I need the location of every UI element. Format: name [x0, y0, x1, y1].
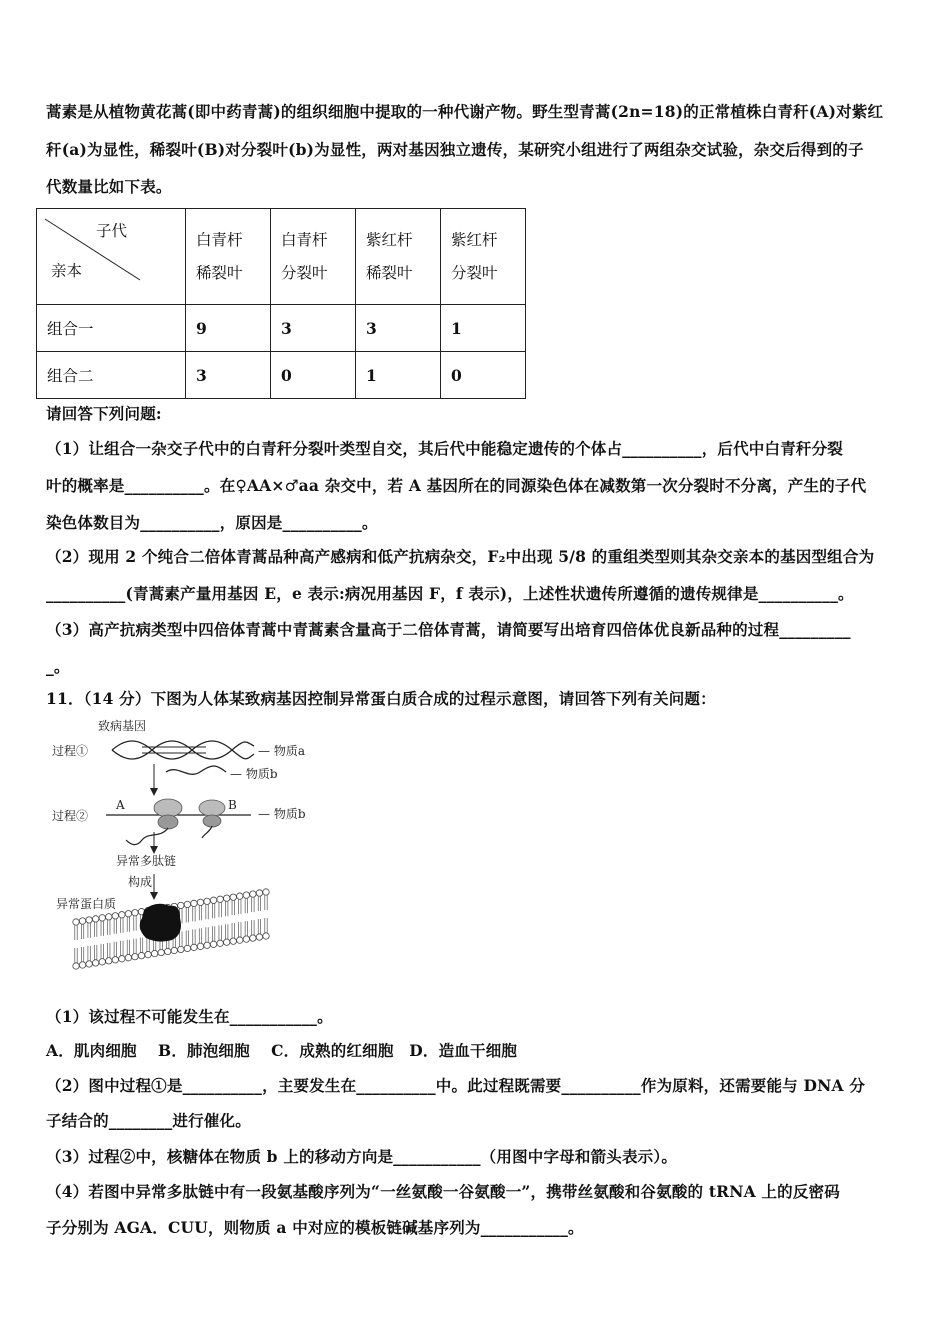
substance-b2-label: — 物质b — [258, 807, 306, 821]
table-header: 紫红杆 稀裂叶 — [356, 209, 441, 305]
lipid-head — [223, 895, 229, 901]
lipid-head — [151, 950, 157, 956]
ribosome-icon — [154, 799, 182, 829]
lipid-head — [197, 899, 203, 905]
intro-line-2: 秆(a)为显性，稀裂叶(B)对分裂叶(b)为显性，两对基因独立遗传，某研究小组进行了两组杂交试验，杂交后得到的子 — [46, 140, 864, 159]
down-arrow-icon — [150, 846, 158, 854]
lipid-head — [250, 935, 256, 941]
label-A: A — [116, 798, 125, 812]
lipid-head — [263, 933, 269, 939]
lipid-head — [112, 913, 118, 919]
mrna-strand — [166, 766, 226, 774]
lipid-head — [230, 938, 236, 944]
lipid-head — [145, 951, 151, 957]
lipid-head — [86, 961, 92, 967]
table-cell: 0 — [271, 352, 356, 399]
cross-result-table — [36, 208, 526, 399]
lipid-head — [250, 891, 256, 897]
lipid-head — [217, 896, 223, 902]
protein-label: 异常蛋白质 — [56, 897, 117, 911]
lipid-head — [263, 889, 269, 895]
lipid-head — [243, 936, 249, 942]
q11-line: （1）该过程不可能发生在___________。 — [46, 1007, 333, 1026]
table-row — [37, 305, 526, 352]
q11-line: （3）过程②中，核糖体在物质 b 上的移动方向是___________（用图中字母和箭头表示）。 — [46, 1147, 678, 1166]
q11-line: （2）图中过程①是__________，主要发生在__________中。此过程既需要__________作为原料，还需要能与 DNA 分 — [46, 1076, 866, 1095]
corner-offspring-label: 子代 — [95, 222, 127, 240]
q11-line: 子分别为 AGA．CUU，则物质 a 中对应的模板链碱基序列为___________。 — [46, 1218, 584, 1237]
peptide-label: 异常多肽链 — [116, 854, 177, 868]
constitute-label: 构成 — [128, 875, 153, 889]
table-cell: 1 — [441, 305, 526, 352]
lipid-head — [158, 949, 164, 955]
lipid-head — [119, 912, 125, 918]
table-row — [37, 352, 526, 399]
q10-line: （1）让组合一杂交子代中的白青秆分裂叶类型自交，其后代中能稳定遗传的个体占__________，后代中白青秆分裂 — [46, 439, 843, 458]
abnormal-protein-icon — [140, 904, 181, 942]
table-header: 白青杆 分裂叶 — [271, 209, 356, 305]
lipid-head — [73, 919, 79, 925]
q11-line: （4）若图中异常多肽链中有一段氨基酸序列为“一丝氨酸一谷氨酸一”，携带丝氨酸和谷氨酸的 tRNA 上的反密码 — [46, 1182, 840, 1201]
intro-line-1: 蒿素是从植物黄花蒿(即中药青蒿)的组织细胞中提取的一种代谢产物。野生型青蒿(2n=18)的正常植株白青秆(A)对紫红 — [46, 102, 884, 121]
row-label: 组合一 — [37, 305, 186, 352]
lipid-head — [132, 953, 138, 959]
process1-label: 过程① — [52, 744, 89, 758]
lipid-head — [92, 916, 98, 922]
q10-line: _。 — [46, 657, 70, 676]
q11-title: 11．（14 分）下图为人体某致病基因控制异常蛋白质合成的过程示意图，请回答下列有关问题： — [46, 689, 716, 708]
lipid-head — [106, 914, 112, 920]
q11-line: A．肌肉细胞 B．肺泡细胞 C．成熟的红细胞 D．造血干细胞 — [46, 1041, 518, 1060]
lipid-head — [79, 962, 85, 968]
intro-line-3: 代数量比如下表。 — [46, 177, 172, 196]
substance-b-label: — 物质b — [230, 767, 278, 781]
table-cell: 3 — [186, 352, 271, 399]
lipid-head — [178, 946, 184, 952]
table-cell: 0 — [441, 352, 526, 399]
table-header: 紫红杆 分裂叶 — [441, 209, 526, 305]
row-label: 组合二 — [37, 352, 186, 399]
lipid-head — [106, 958, 112, 964]
lipid-head — [204, 942, 210, 948]
lipid-head — [132, 909, 138, 915]
lipid-head — [92, 960, 98, 966]
lipid-head — [184, 945, 190, 951]
table-cell: 3 — [271, 305, 356, 352]
lipid-head — [256, 934, 262, 940]
lipid-head — [243, 892, 249, 898]
q10-line: （3）高产抗病类型中四倍体青蒿中青蒿素含量高于二倍体青蒿，请简要写出培育四倍体优良新品种的过程_________ — [46, 620, 851, 639]
lipid-head — [165, 948, 171, 954]
lipid-head — [223, 939, 229, 945]
q11-line: 子结合的________进行催化。 — [46, 1111, 251, 1130]
table-cell: 3 — [356, 305, 441, 352]
lipid-head — [237, 893, 243, 899]
lipid-head — [99, 959, 105, 965]
lipid-head — [171, 947, 177, 953]
lipid-head — [99, 915, 105, 921]
lipid-head — [79, 918, 85, 924]
substance-a-label: — 物质a — [258, 744, 305, 758]
lipid-head — [204, 898, 210, 904]
lipid-head — [197, 943, 203, 949]
down-arrow-icon — [150, 788, 158, 796]
table-cell: 9 — [186, 305, 271, 352]
table-corner-cell — [37, 209, 186, 305]
table-cell: 1 — [356, 352, 441, 399]
q10-line: 叶的概率是__________。在♀AA×♂aa 杂交中，若 A 基因所在的同源染色体在减数第一次分裂时不分离，产生的子代 — [46, 476, 867, 495]
q10-line: __________(青蒿素产量用基因 E，e 表示:病况用基因 F，f 表示)，上述性状遗传所遵循的遗传规律是__________。 — [46, 584, 854, 603]
gene-label: 致病基因 — [98, 719, 147, 733]
q10-line: （2）现用 2 个纯合二倍体青蒿品种高产感病和低产抗病杂交，F₂中出现 5/8 的重组类型则其杂交亲本的基因型组合为 — [46, 547, 875, 566]
lipid-head — [112, 957, 118, 963]
lipid-head — [217, 940, 223, 946]
table-header: 白青杆 稀裂叶 — [186, 209, 271, 305]
lipid-head — [86, 917, 92, 923]
gene-expression-diagram — [46, 714, 326, 986]
lipid-head — [191, 900, 197, 906]
corner-parent-label: 亲本 — [51, 262, 83, 280]
lipid-head — [73, 963, 79, 969]
lipid-head — [210, 897, 216, 903]
lipid-head — [119, 956, 125, 962]
lipid-head — [138, 952, 144, 958]
label-B: B — [228, 798, 237, 812]
lipid-head — [256, 890, 262, 896]
lipid-head — [210, 941, 216, 947]
ribosome-icon — [199, 800, 225, 827]
process2-label: 过程② — [52, 809, 89, 823]
lipid-head — [125, 911, 131, 917]
lipid-head — [125, 955, 131, 961]
q10-prompt: 请回答下列问题: — [46, 404, 162, 423]
lipid-head — [191, 944, 197, 950]
lipid-head — [184, 901, 190, 907]
q10-line: 染色体数目为__________，原因是__________。 — [46, 513, 378, 532]
lipid-head — [230, 894, 236, 900]
dna-helix — [112, 741, 254, 759]
lipid-head — [237, 937, 243, 943]
down-arrow-icon — [150, 892, 158, 900]
lipid-head — [178, 902, 184, 908]
